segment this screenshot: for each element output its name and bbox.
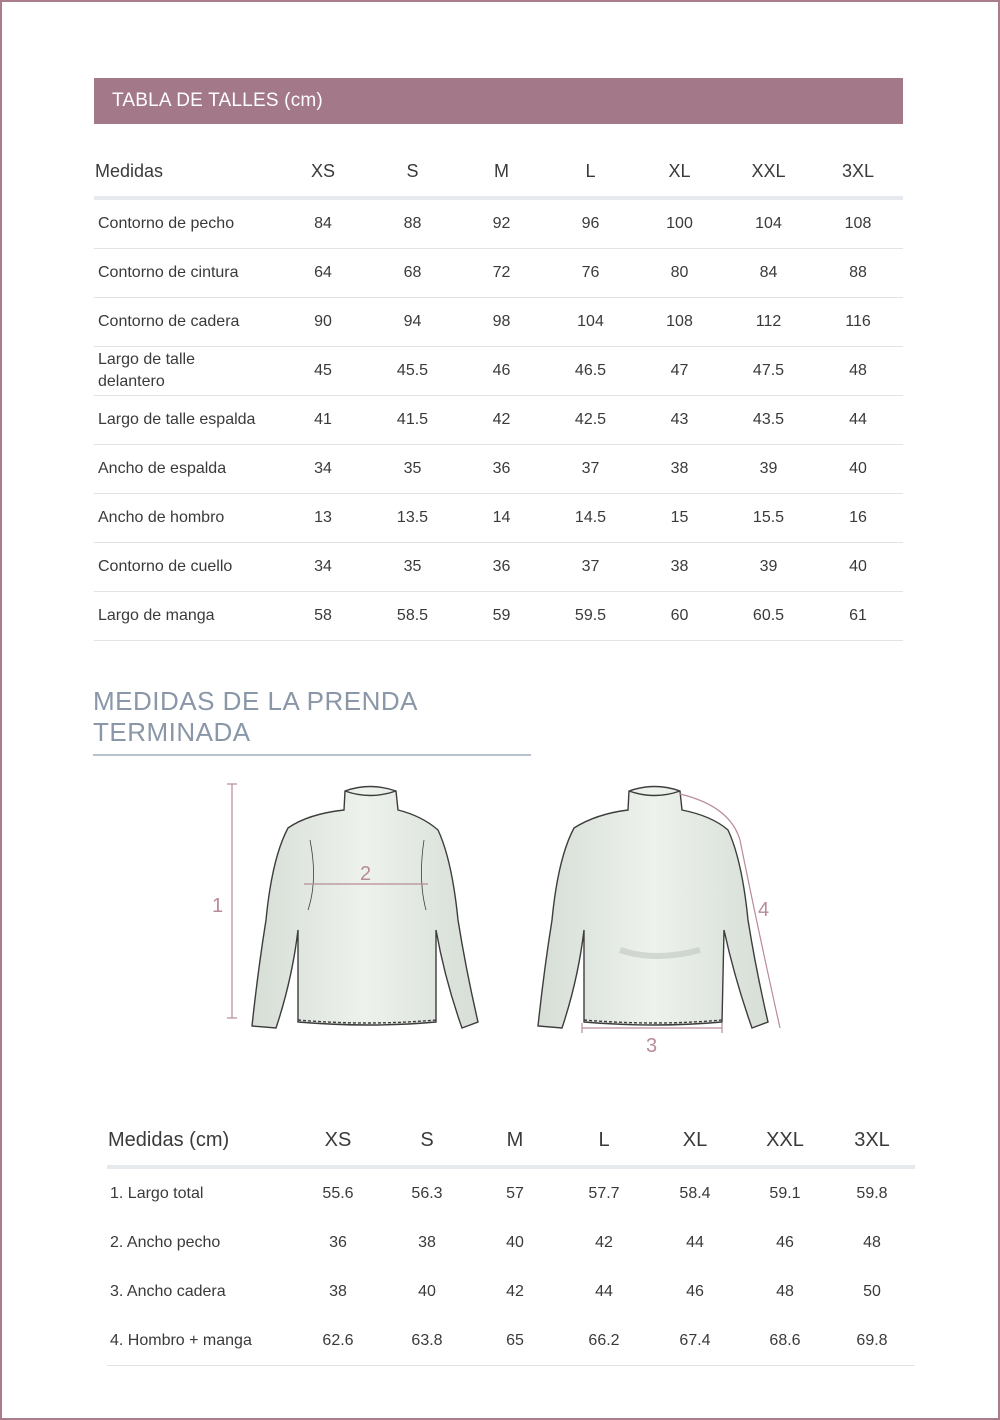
size-table-row-label: Largo de talle espalda (94, 396, 278, 445)
finished-table-row-label: 3. Ancho cadera (110, 1282, 226, 1300)
size-table-cell: 38 (635, 543, 724, 592)
size-table-cell: 40 (813, 543, 903, 592)
size-table-cell: 100 (635, 198, 724, 249)
finished-table-header-size: L (559, 1115, 649, 1167)
size-table-cell: 88 (813, 249, 903, 298)
finished-table-cell: 55.6 (322, 1184, 354, 1202)
size-table-cell: 35 (368, 543, 457, 592)
size-table-cell: 16 (813, 494, 903, 543)
size-table-cell: 108 (813, 198, 903, 249)
size-table-row-label: Ancho de hombro (94, 494, 278, 543)
finished-table-cell: 42 (506, 1282, 524, 1300)
finished-table-header-size: 3XL (829, 1115, 915, 1167)
finished-table-cell: 57 (506, 1184, 524, 1202)
size-table-cell: 14.5 (546, 494, 635, 543)
size-table-title: TABLA DE TALLES (cm) (94, 78, 903, 124)
size-table-cell: 39 (724, 543, 813, 592)
finished-table-cell: 66.2 (559, 1316, 649, 1366)
size-table-row-label: Contorno de cintura (94, 249, 278, 298)
size-table-cell: 72 (457, 249, 546, 298)
size-table-row (94, 298, 903, 347)
finished-table-cell: 44 (686, 1233, 704, 1251)
finished-table-cell: 65 (471, 1316, 559, 1366)
size-table-cell: 88 (368, 198, 457, 249)
size-table-header-label: Medidas (94, 146, 278, 198)
finished-table-cell: 40 (418, 1282, 436, 1300)
size-table-cell: 36 (457, 445, 546, 494)
size-table-cell: 14 (457, 494, 546, 543)
size-table-row (94, 592, 903, 641)
size-table-cell: 76 (546, 249, 635, 298)
finished-table-row-label: 4. Hombro + manga (107, 1316, 293, 1366)
measure-marker-4: 4 (758, 899, 770, 921)
garment-illustration (200, 770, 800, 1070)
back-garment-drawing (538, 787, 768, 1029)
finished-table-row (107, 1316, 915, 1366)
finished-table-header-size: XL (649, 1115, 741, 1167)
size-table-row-label: Contorno de cadera (94, 298, 278, 347)
size-table-cell: 58 (278, 592, 368, 641)
size-table-cell: 98 (457, 298, 546, 347)
size-table-cell: 68 (368, 249, 457, 298)
size-table-cell: 39 (724, 445, 813, 494)
size-table-header-size: S (368, 146, 457, 198)
finished-table-cell: 63.8 (383, 1316, 471, 1366)
size-table-cell: 37 (546, 543, 635, 592)
finished-table-cell: 58.4 (679, 1184, 711, 1202)
size-table-header-size: 3XL (813, 146, 903, 198)
size-table-row-label: Contorno de pecho (94, 198, 278, 249)
size-table-cell: 43.5 (724, 396, 813, 445)
size-table-cell: 92 (457, 198, 546, 249)
size-table-cell: 61 (813, 592, 903, 641)
finished-table-cell: 50 (863, 1282, 881, 1300)
finished-table-cell: 46 (686, 1282, 704, 1300)
size-table-cell: 35 (368, 445, 457, 494)
finished-table-cell: 56.3 (411, 1184, 443, 1202)
size-table-cell: 38 (635, 445, 724, 494)
size-table-row-label: Largo de talle delantero (94, 347, 278, 396)
size-table-row (94, 198, 903, 249)
size-table-cell: 108 (635, 298, 724, 347)
size-table-cell: 43 (635, 396, 724, 445)
size-table-cell: 41 (278, 396, 368, 445)
size-table-cell: 84 (724, 249, 813, 298)
size-table-cell: 34 (278, 543, 368, 592)
size-table-cell: 59 (457, 592, 546, 641)
size-table-cell: 47 (635, 347, 724, 396)
size-table-cell: 41.5 (368, 396, 457, 445)
finished-table-row (107, 1167, 915, 1218)
finished-table-header-size: S (383, 1115, 471, 1167)
finished-table-cell: 36 (329, 1233, 347, 1251)
size-table-cell: 40 (813, 445, 903, 494)
size-table-cell: 90 (278, 298, 368, 347)
size-table-cell: 94 (368, 298, 457, 347)
finished-table-header-size: XXL (741, 1115, 829, 1167)
size-table-cell: 48 (813, 347, 903, 396)
size-table-cell: 36 (457, 543, 546, 592)
size-table-row (94, 445, 903, 494)
front-garment-drawing (252, 787, 478, 1029)
finished-table-cell: 46 (776, 1233, 794, 1251)
size-table-cell: 58.5 (368, 592, 457, 641)
size-table-cell: 84 (278, 198, 368, 249)
size-table-cell: 59.5 (546, 592, 635, 641)
finished-table-cell: 59.8 (856, 1184, 888, 1202)
finished-table-row-label: 1. Largo total (110, 1184, 204, 1202)
size-table-cell: 13.5 (368, 494, 457, 543)
size-table-cell: 45.5 (368, 347, 457, 396)
size-table-cell: 46.5 (546, 347, 635, 396)
finished-table-cell: 67.4 (649, 1316, 741, 1366)
size-table-cell: 60.5 (724, 592, 813, 641)
measure-marker-1: 1 (212, 895, 224, 917)
size-table-row (94, 543, 903, 592)
size-table-cell: 46 (457, 347, 546, 396)
measure-marker-2: 2 (360, 863, 372, 885)
size-table-cell: 60 (635, 592, 724, 641)
finished-table-cell: 57.7 (588, 1184, 620, 1202)
size-table-header-size: XL (635, 146, 724, 198)
finished-table-cell: 48 (863, 1233, 881, 1251)
size-table-cell: 64 (278, 249, 368, 298)
size-table-row-label: Largo de manga (94, 592, 278, 641)
size-table-row-label: Contorno de cuello (94, 543, 278, 592)
size-table-cell: 47.5 (724, 347, 813, 396)
size-table-row (94, 396, 903, 445)
finished-table-header-size: XS (293, 1115, 383, 1167)
size-table-cell: 15 (635, 494, 724, 543)
finished-table-cell: 59.1 (769, 1184, 801, 1202)
size-table (94, 146, 903, 641)
size-table-cell: 96 (546, 198, 635, 249)
finished-table-cell: 48 (776, 1282, 794, 1300)
size-table-cell: 116 (813, 298, 903, 347)
size-table-row (94, 249, 903, 298)
finished-table-cell: 42 (595, 1233, 613, 1251)
size-table-cell: 13 (278, 494, 368, 543)
finished-table-row (107, 1267, 915, 1316)
finished-table-cell: 38 (418, 1233, 436, 1251)
finished-table-row (107, 1218, 915, 1267)
size-table-cell: 42.5 (546, 396, 635, 445)
finished-table-cell: 44 (595, 1282, 613, 1300)
size-table-header-row (94, 146, 903, 198)
size-table-cell: 112 (724, 298, 813, 347)
finished-table-header-label: Medidas (cm) (107, 1115, 293, 1167)
size-table-header-size: L (546, 146, 635, 198)
size-table-row (94, 347, 903, 396)
finished-table-cell: 62.6 (293, 1316, 383, 1366)
size-table-row-label: Ancho de espalda (94, 445, 278, 494)
finished-table-header-row (107, 1115, 915, 1167)
size-table-row (94, 494, 903, 543)
size-table-cell: 42 (457, 396, 546, 445)
finished-table-cell: 69.8 (829, 1316, 915, 1366)
finished-table-header-size: M (471, 1115, 559, 1167)
finished-table-cell: 68.6 (741, 1316, 829, 1366)
size-table-header-size: M (457, 146, 546, 198)
size-table-cell: 80 (635, 249, 724, 298)
size-table-cell: 37 (546, 445, 635, 494)
size-table-cell: 34 (278, 445, 368, 494)
size-table-cell: 104 (724, 198, 813, 249)
size-table-cell: 104 (546, 298, 635, 347)
finished-table-row-label: 2. Ancho pecho (110, 1233, 221, 1251)
finished-measures-title: MEDIDAS DE LA PRENDA TERMINADA (93, 686, 531, 756)
size-table-header-size: XS (278, 146, 368, 198)
finished-table-cell: 40 (506, 1233, 524, 1251)
measure-marker-3: 3 (646, 1035, 658, 1057)
size-table-header-size: XXL (724, 146, 813, 198)
finished-table-cell: 38 (329, 1282, 347, 1300)
finished-measures-table (107, 1115, 915, 1366)
size-table-cell: 45 (278, 347, 368, 396)
size-table-cell: 15.5 (724, 494, 813, 543)
size-table-cell: 44 (813, 396, 903, 445)
